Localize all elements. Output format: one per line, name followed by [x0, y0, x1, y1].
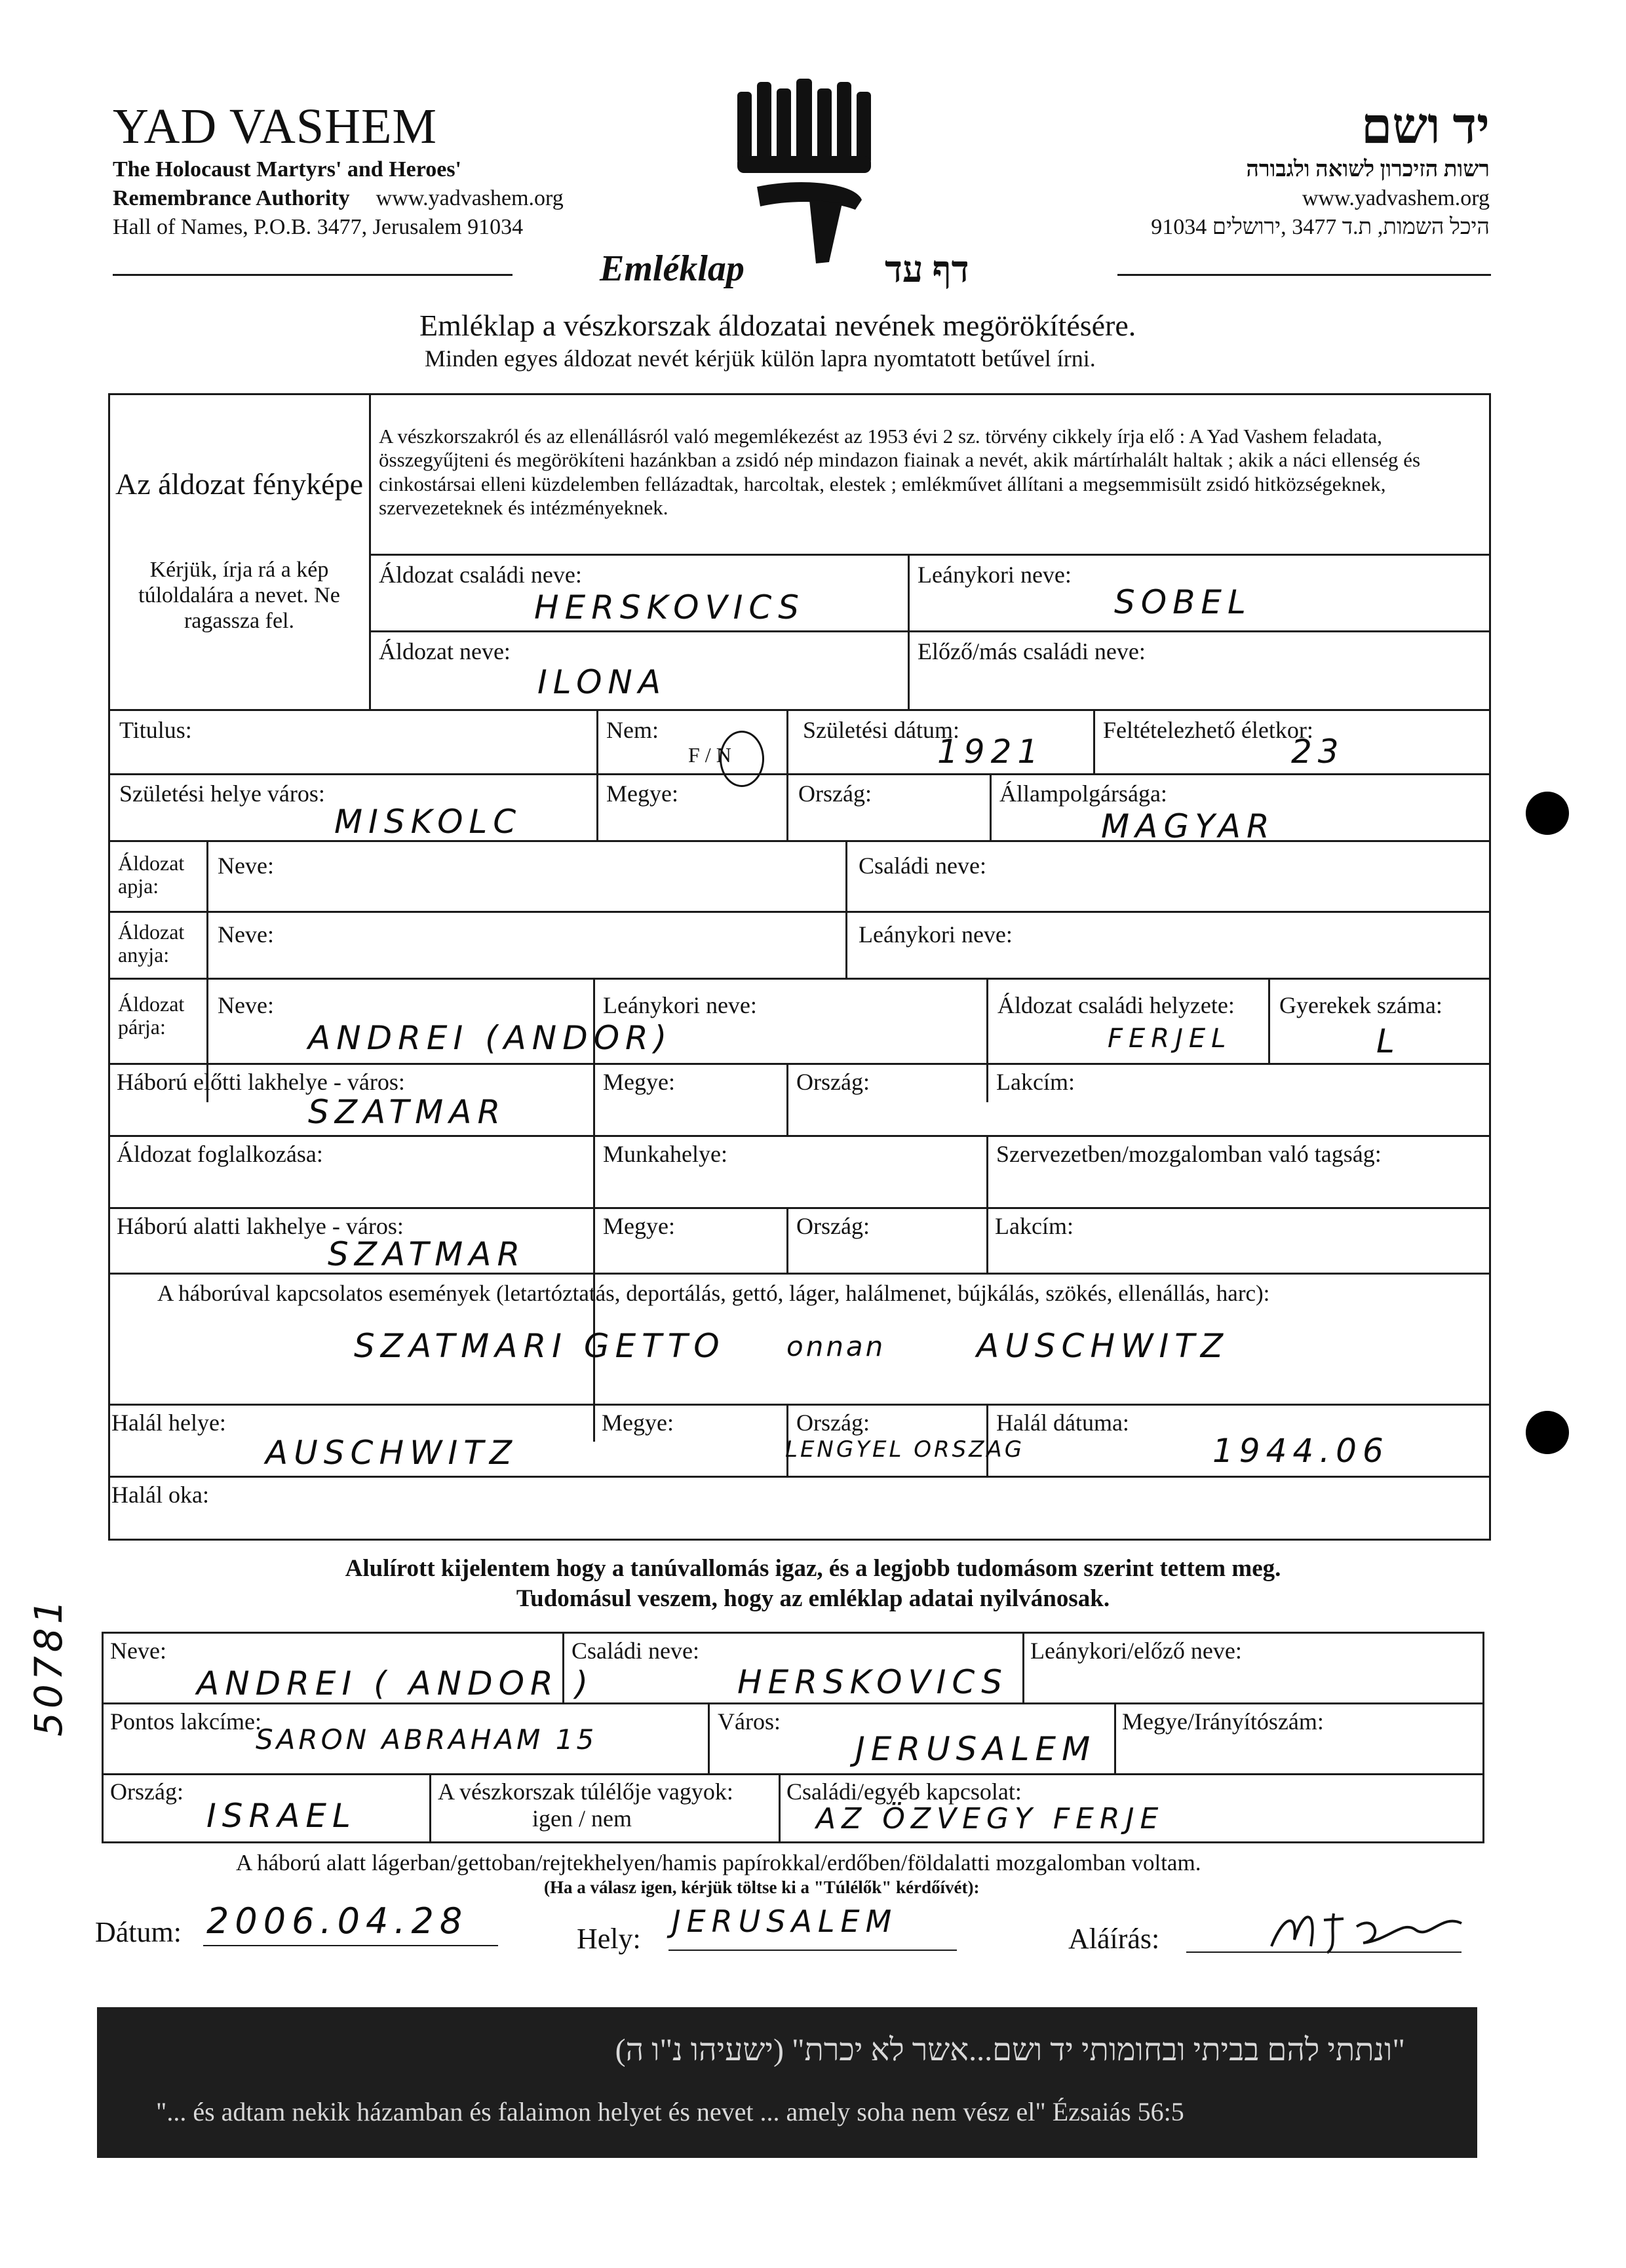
victim-other-name-label: Előző/más családi neve:: [918, 638, 1146, 664]
sex-selection-circle: [720, 731, 764, 787]
citizenship-label: Állampolgársága:: [999, 780, 1167, 807]
org-header-right: [1031, 98, 1490, 242]
membership-label: Szervezetben/mozgalomban való tagság:: [996, 1141, 1382, 1167]
prewar-address-label: Lakcím:: [996, 1069, 1075, 1095]
wartime-country-label: Ország:: [796, 1213, 870, 1239]
form-title-hebrew: דף עד: [885, 250, 969, 290]
children-count-label: Gyerekek száma:: [1279, 992, 1442, 1018]
death-date-label: Halál dátuma:: [996, 1410, 1129, 1436]
victim-family-name-label: Áldozat családi neve:: [379, 562, 582, 588]
declaration-line1: Alulírott kijelentem hogy a tanúvallomás igaz, és a legjobb tudomásom szerint tettem meg.: [345, 1555, 1281, 1582]
spouse-name-field[interactable]: ANDREI (ANDOR): [308, 1019, 673, 1057]
prewar-country-label: Ország:: [796, 1069, 870, 1095]
relation-label: Családi/egyéb kapcsolat:: [786, 1778, 1022, 1805]
submitter-name-label: Neve:: [110, 1638, 166, 1664]
photo-box-note: Kérjük, írja rá a kép túloldalára a nevet. Ne ragassza fel.: [138, 558, 340, 634]
death-place-label: Halál helye:: [111, 1410, 226, 1436]
submitter-country-label: Ország:: [110, 1778, 184, 1805]
quote-banner: [97, 2007, 1477, 2158]
photo-box-title: Az áldozat fényképe: [115, 467, 364, 501]
age-label: Feltételezhető életkor:: [1103, 717, 1313, 743]
page-subheading: Minden egyes áldozat nevét kérjük külön lapra nyomtatott betűvel írni.: [425, 345, 1096, 372]
mother-label: Áldozat anyja:: [118, 920, 185, 967]
victim-maiden-name-label: Leánykori neve:: [918, 562, 1072, 588]
org-address-hebrew: היכל השמות, ת.ד 3477 ,ירושלים 91034: [1151, 215, 1490, 240]
page-heading: Emléklap a vészkorszak áldozatai nevének megörökítésére.: [419, 309, 1136, 342]
camp-statement: A háború alatt lágerban/gettoban/rejtekhelyen/hamis papírokkal/erdőben/földalatti mozgalomban voltam.: [236, 1850, 1201, 1875]
camp-note: (Ha a válasz igen, kérjük töltse ki a "Túlélők" kérdőívét):: [544, 1877, 980, 1897]
spouse-maiden-label: Leánykori neve:: [603, 992, 757, 1018]
spouse-label: Áldozat párja:: [118, 992, 185, 1039]
footer-date-label: Dátum:: [95, 1916, 182, 1948]
birth-date-field[interactable]: 1921: [937, 733, 1045, 771]
survivor-label: A vészkorszak túlélője vagyok:: [438, 1778, 733, 1805]
org-line1-hebrew: רשות הזיכרון לשואה ולגבורה: [1246, 157, 1490, 182]
footer-place-field[interactable]: JERUSALEM: [672, 1904, 898, 1939]
submitter-family-field[interactable]: HERSKOVICS: [737, 1663, 1008, 1701]
sex-label: Nem:: [606, 717, 659, 743]
banner-quote-hebrew: "ונתתי להם בביתי ובחומותי יד ושם...אשר לא יכרת" (ישעיהו נ"ו ה): [615, 2033, 1405, 2067]
org-line1: The Holocaust Martyrs' and Heroes': [113, 157, 461, 182]
mother-name-label: Neve:: [218, 921, 274, 948]
yad-vashem-logo-icon: [731, 79, 895, 269]
sex-options[interactable]: F / N: [688, 743, 731, 767]
death-county-label: Megye:: [602, 1410, 674, 1436]
children-count-field[interactable]: L: [1376, 1022, 1401, 1060]
birth-city-field[interactable]: MISKOLC: [334, 803, 522, 841]
survivor-options[interactable]: igen / nem: [532, 1805, 632, 1832]
wartime-county-label: Megye:: [603, 1213, 675, 1239]
victim-first-name-label: Áldozat neve:: [379, 638, 511, 664]
death-date-field[interactable]: 1944.06: [1212, 1432, 1389, 1470]
org-website-right[interactable]: www.yadvashem.org: [1302, 186, 1490, 211]
citizenship-field[interactable]: MAGYAR: [1101, 807, 1275, 845]
punch-hole-top-icon: [1526, 792, 1569, 835]
submitter-family-label: Családi neve:: [571, 1638, 699, 1664]
footer-place-label: Hely:: [577, 1923, 641, 1955]
submitter-city-field[interactable]: JERUSALEM: [855, 1730, 1096, 1768]
marital-status-field[interactable]: FERJEL: [1108, 1024, 1232, 1054]
mother-maiden-label: Leánykori neve:: [859, 921, 1013, 948]
victim-title-label: Titulus:: [119, 717, 192, 743]
victim-maiden-name-field[interactable]: SOBEL: [1114, 583, 1252, 621]
victim-family-name-field[interactable]: HERSKOVICS: [534, 588, 805, 626]
death-place-field[interactable]: AUSCHWITZ: [265, 1434, 518, 1472]
prewar-city-field[interactable]: SZATMAR: [308, 1093, 507, 1131]
occupation-label: Áldozat foglalkozása:: [117, 1141, 323, 1167]
prewar-city-label: Háború előtti lakhelye - város:: [117, 1069, 405, 1095]
form-title: Emléklap: [600, 248, 745, 289]
submitter-zip-label: Megye/Irányítószám:: [1122, 1708, 1324, 1735]
submitter-address-field[interactable]: SARON ABRAHAM 15: [256, 1723, 598, 1756]
events-label: A háborúval kapcsolatos események (letartóztatás, deportálás, gettó, láger, halálmenet, bújkálás, szökés, ellenállás, harc):: [157, 1280, 1270, 1306]
birth-date-label: Születési dátum:: [803, 717, 959, 743]
spouse-name-label: Neve:: [218, 992, 274, 1018]
prewar-county-label: Megye:: [603, 1069, 675, 1095]
org-address: Hall of Names, P.O.B. 3477, Jerusalem 91034: [113, 215, 524, 240]
org-name: YAD VASHEM: [113, 99, 437, 154]
age-field[interactable]: 23: [1291, 733, 1345, 771]
father-name-label: Neve:: [218, 853, 274, 879]
birth-county-label: Megye:: [606, 780, 678, 807]
org-header-left: [113, 98, 564, 242]
wartime-city-field[interactable]: SZATMAR: [328, 1235, 526, 1273]
org-name-hebrew: יד ושם: [1361, 99, 1490, 154]
org-line2: Remembrance Authority: [113, 186, 350, 211]
submitter-country-field[interactable]: ISRAEL: [206, 1797, 357, 1835]
punch-hole-bottom-icon: [1526, 1411, 1569, 1454]
submitter-address-label: Pontos lakcíme:: [110, 1708, 261, 1735]
workplace-label: Munkahelye:: [603, 1141, 727, 1167]
submitter-city-label: Város:: [718, 1708, 781, 1735]
footer-date-field[interactable]: 2006.04.28: [206, 1900, 469, 1942]
father-family-label: Családi neve:: [859, 853, 986, 879]
events-field-onnan[interactable]: onnan: [786, 1330, 886, 1362]
victim-first-name-field[interactable]: ILONA: [537, 663, 667, 701]
submitter-name-field[interactable]: ANDREI ( ANDOR ): [197, 1664, 594, 1702]
birth-city-label: Születési helye város:: [119, 780, 325, 807]
marital-status-label: Áldozat családi helyzete:: [997, 992, 1235, 1018]
relation-field[interactable]: AZ ÖZVEGY FERJE: [816, 1802, 1165, 1836]
birth-country-label: Ország:: [798, 780, 872, 807]
banner-quote-hungarian: "... és adtam nekik házamban és falaimon helyet és nevet ... amely soha nem vész el" Ézsaiás 56:5: [156, 2097, 1184, 2126]
events-field-getto[interactable]: SZATMARI GETTO: [354, 1327, 726, 1365]
law-text: A vészkorszakról és az ellenállásról való megemlékezést az 1953 évi 2 sz. törvény cikkely írja elő : A Yad Vashem feladata, összegyűjteni és megörökíteni hazánkban a zsidó nép mindazon fiainak a nevét, akik mártírhalált haltak ; akik a náci ellenség és cinkostársai elleni küzdelemben fellázadtak, harcoltak, elestek ; emlékművet állítani a megsemmisült zsidó hitközségeknek, szervezeteknek és intézményeknek.: [379, 425, 1421, 519]
declaration-line2: Tudomásul veszem, hogy az emléklap adatai nyilvánosak.: [516, 1585, 1110, 1612]
death-cause-label: Halál oka:: [111, 1482, 209, 1508]
father-label: Áldozat apja:: [118, 851, 185, 898]
signature-icon[interactable]: [1265, 1900, 1481, 1959]
death-country-field[interactable]: LENGYEL ORSZAG: [785, 1436, 1025, 1463]
side-registration-number: 50781: [26, 1596, 71, 1737]
org-website[interactable]: www.yadvashem.org: [376, 186, 564, 211]
footer-signature-label: Aláírás:: [1068, 1923, 1160, 1955]
events-field-auschwitz[interactable]: AUSCHWITZ: [977, 1327, 1229, 1365]
wartime-city-label: Háború alatti lakhelye - város:: [117, 1213, 404, 1239]
death-country-label: Ország:: [796, 1410, 870, 1436]
submitter-maiden-label: Leánykori/előző neve:: [1030, 1638, 1242, 1664]
wartime-address-label: Lakcím:: [995, 1213, 1074, 1239]
